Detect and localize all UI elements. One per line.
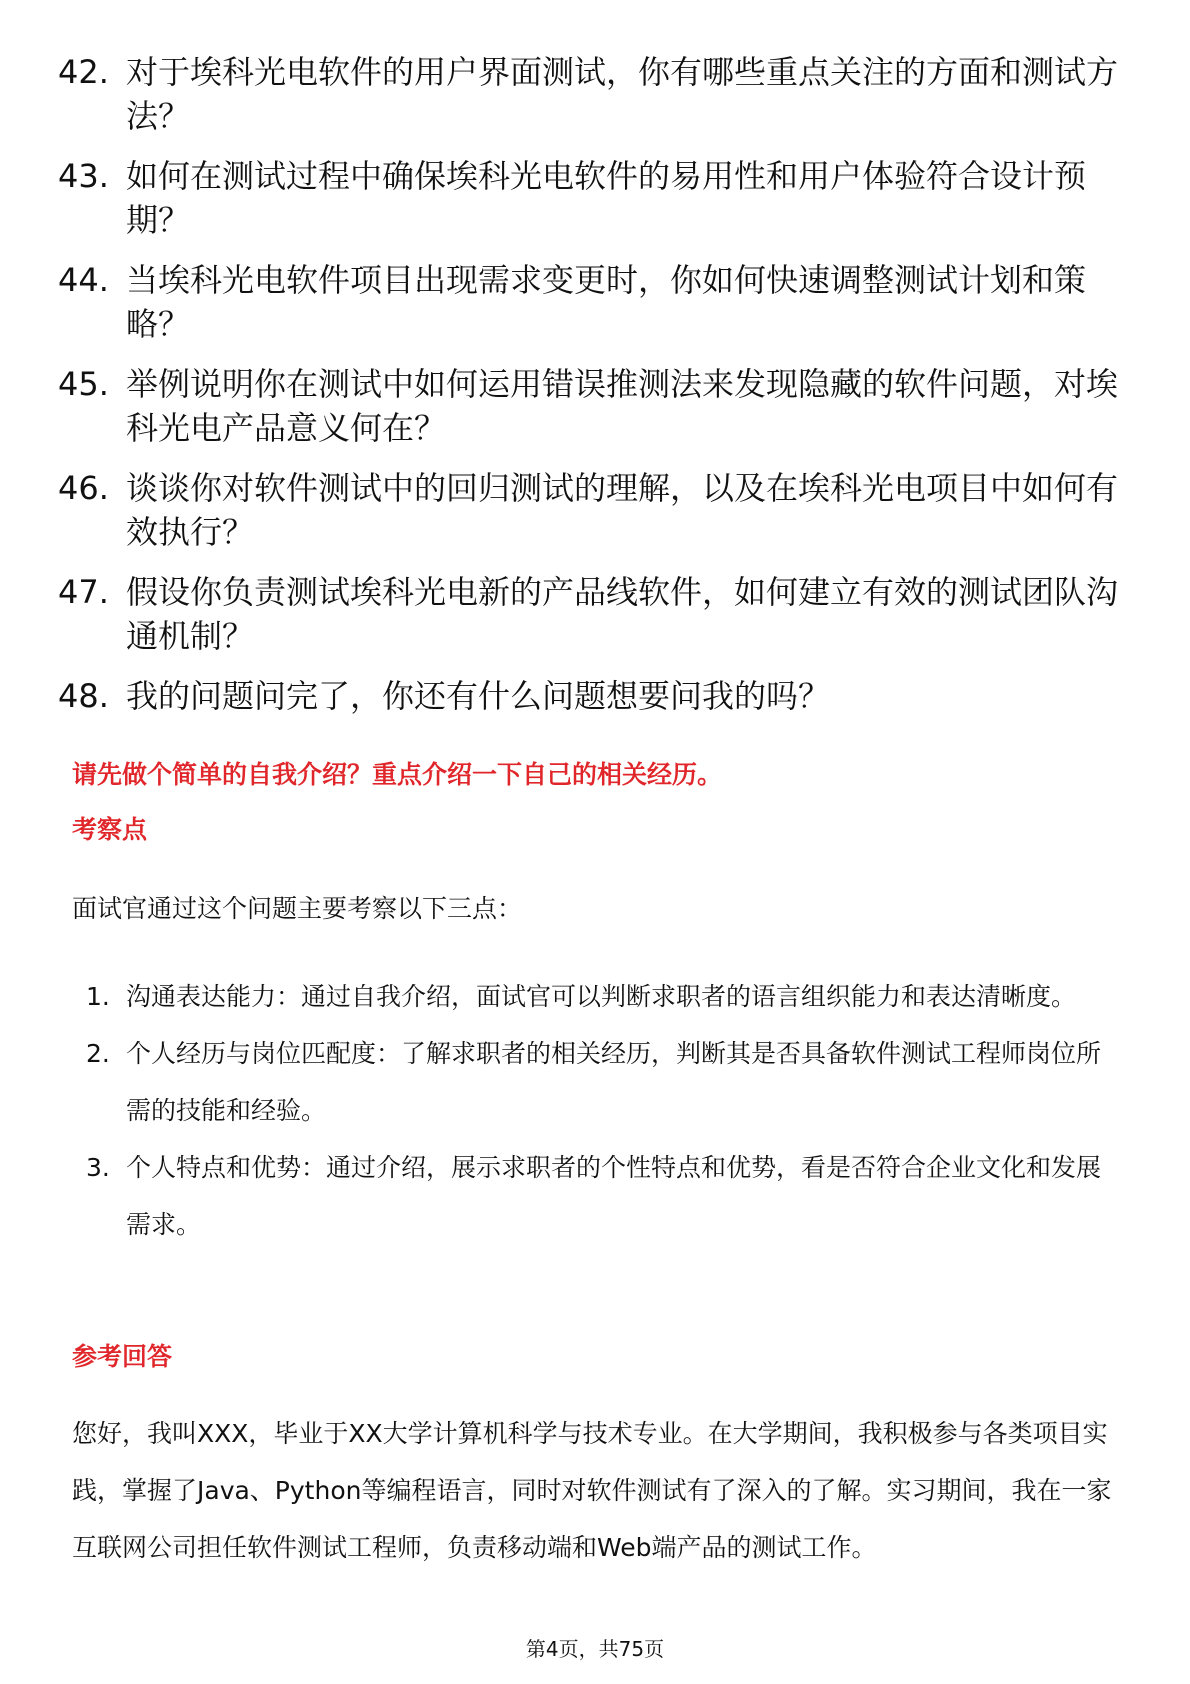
question-number: 47.: [58, 573, 109, 611]
question-item: [58, 154, 1118, 242]
list-item-text: 个人经历与岗位匹配度：了解求职者的相关经历，判断其是否具备软件测试工程师岗位所需的技能和经验。: [126, 1039, 1102, 1125]
page-number: 第4页，共75页: [525, 1637, 665, 1661]
list-item-number: 1.: [86, 982, 110, 1011]
focus-points-list: [86, 968, 1116, 1253]
list-item: [86, 968, 1116, 1025]
question-item: [58, 50, 1118, 138]
question-number: 42.: [58, 53, 109, 91]
question-text: 举例说明你在测试中如何运用错误推测法来发现隐藏的软件问题，对埃科光电产品意义何在？: [126, 365, 1119, 447]
question-item: [58, 258, 1118, 346]
question-list: [58, 50, 1118, 734]
list-item: [86, 1025, 1116, 1139]
list-item-number: 3.: [86, 1153, 110, 1182]
question-number: 44.: [58, 261, 109, 299]
question-item: [58, 570, 1118, 658]
answer-text: 您好，我叫XXX，毕业于XX大学计算机科学与技术专业。在大学期间，我积极参与各类项目实践，掌握了Java、Python等编程语言，同时对软件测试有了深入的了解。实习期间，我在一家互联网公司担任软件测试工程师，负责移动端和Web端产品的测试工作。: [72, 1419, 1112, 1562]
question-number: 45.: [58, 365, 109, 403]
list-item-number: 2.: [86, 1039, 110, 1068]
question-item: [58, 466, 1118, 554]
answer-title: 参考回答: [72, 1342, 173, 1371]
question-text: 假设你负责测试埃科光电新的产品线软件，如何建立有效的测试团队沟通机制？: [126, 573, 1119, 655]
focus-title: 考察点: [72, 815, 148, 844]
question-number: 48.: [58, 677, 109, 715]
list-item-text: 个人特点和优势：通过介绍，展示求职者的个性特点和优势，看是否符合企业文化和发展需求。: [126, 1153, 1102, 1239]
question-number: 43.: [58, 157, 109, 195]
section-heading: 请先做个简单的自我介绍？重点介绍一下自己的相关经历。: [72, 760, 723, 789]
list-item: [86, 1139, 1116, 1253]
question-item: [58, 674, 1118, 718]
question-text: 我的问题问完了，你还有什么问题想要问我的吗？: [126, 677, 831, 715]
question-text: 当埃科光电软件项目出现需求变更时，你如何快速调整测试计划和策略？: [126, 261, 1087, 343]
focus-intro: 面试官通过这个问题主要考察以下三点：: [72, 894, 523, 923]
question-text: 如何在测试过程中确保埃科光电软件的易用性和用户体验符合设计预期？: [126, 157, 1087, 239]
question-text: 对于埃科光电软件的用户界面测试，你有哪些重点关注的方面和测试方法？: [126, 53, 1119, 135]
question-number: 46.: [58, 469, 109, 507]
list-item-text: 沟通表达能力：通过自我介绍，面试官可以判断求职者的语言组织能力和表达清晰度。: [126, 982, 1077, 1011]
question-item: [58, 362, 1118, 450]
question-text: 谈谈你对软件测试中的回归测试的理解，以及在埃科光电项目中如何有效执行？: [126, 469, 1119, 551]
